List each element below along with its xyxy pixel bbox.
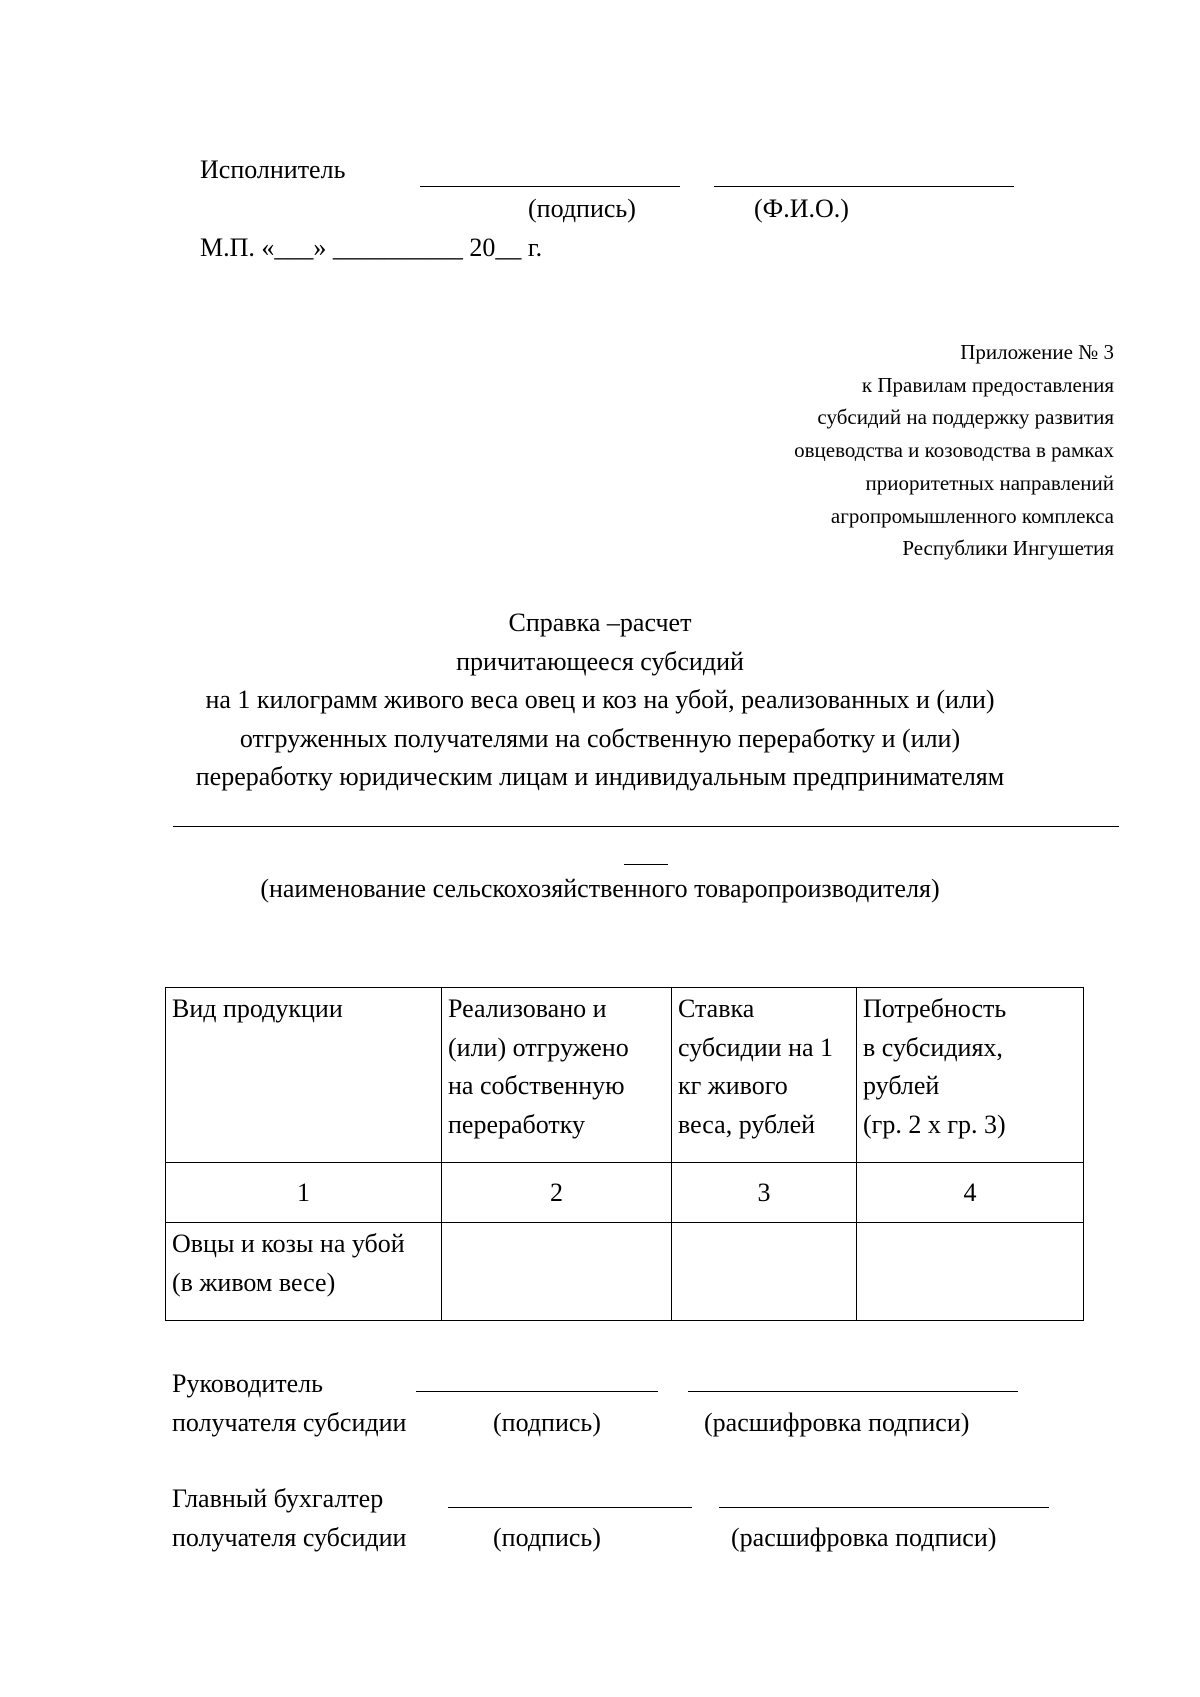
producer-name-line-tail: [624, 864, 668, 865]
column-number: 4: [857, 1163, 1084, 1223]
column-number: 3: [672, 1163, 857, 1223]
table-row: [166, 1223, 1084, 1321]
document-title: [0, 604, 1200, 797]
head-label-line1: Руководитель: [172, 1369, 323, 1398]
title-line: на 1 килограмм живого веса овец и коз на убой, реализованных и (или): [205, 685, 995, 714]
accountant-decode-line: [719, 1507, 1049, 1508]
accountant-label-line1: Главный бухгалтер: [172, 1484, 384, 1513]
header-cell-product: Вид продукции: [166, 988, 442, 1163]
producer-name-line: [173, 826, 1119, 827]
table-header-row: [166, 988, 1084, 1163]
cell-realized[interactable]: [442, 1223, 672, 1321]
appendix-line: к Правилам предоставления: [861, 372, 1114, 397]
appendix-line: овцеводства и козоводства в рамках: [794, 438, 1114, 463]
appendix-block: [794, 336, 1114, 565]
cell-product: Овцы и козы на убой (в живом весе): [166, 1223, 442, 1321]
appendix-line: субсидий на поддержку развития: [817, 405, 1114, 430]
title-line: причитающееся субсидий: [456, 646, 744, 676]
cell-rate[interactable]: [672, 1223, 857, 1321]
accountant-signature-line: [448, 1507, 692, 1508]
head-label-line2: получателя субсидии: [172, 1408, 407, 1437]
accountant-label-line2: получателя субсидии: [172, 1523, 407, 1552]
accountant-decode-caption: (расшифровка подписи): [731, 1523, 997, 1552]
appendix-line: агропромышленного комплекса: [830, 503, 1114, 528]
appendix-line: Приложение № 3: [960, 340, 1114, 364]
calculation-table: [165, 987, 1084, 1321]
accountant-signature-caption: (подпись): [493, 1523, 601, 1552]
title-line: отгруженных получателями на собственную переработку и (или): [239, 723, 961, 753]
table-number-row: [166, 1163, 1084, 1223]
appendix-line: Республики Ингушетия: [902, 536, 1114, 561]
head-decode-caption: (расшифровка подписи): [704, 1408, 970, 1437]
column-number: 2: [442, 1163, 672, 1223]
header-cell-rate: Ставка субсидии на 1 кг живого веса, рублей: [672, 988, 857, 1163]
appendix-line: приоритетных направлений: [865, 470, 1114, 495]
producer-caption: (наименование сельскохозяйственного товаропроизводителя): [260, 874, 940, 903]
executor-signature-caption: (подпись): [528, 194, 636, 223]
title-line: переработку юридическим лицам и индивидуальным предпринимателям: [195, 762, 1005, 791]
cell-need[interactable]: [857, 1223, 1084, 1321]
header-cell-need: Потребность в субсидиях, рублей (гр. 2 х гр. 3): [857, 988, 1084, 1163]
title-line: Справка –расчет: [508, 608, 692, 637]
stamp-date-line: М.П. «___» __________ 20__ г.: [200, 233, 543, 262]
header-cell-realized: Реализовано и (или) отгружено на собственную переработку: [442, 988, 672, 1163]
executor-label: Исполнитель: [200, 155, 346, 184]
executor-name-caption: (Ф.И.О.): [754, 194, 849, 223]
head-signature-line: [416, 1391, 658, 1392]
executor-signature-line: [420, 186, 680, 187]
head-decode-line: [688, 1391, 1018, 1392]
head-signature-caption: (подпись): [493, 1408, 601, 1437]
executor-name-line: [714, 186, 1014, 187]
column-number: 1: [166, 1163, 442, 1223]
